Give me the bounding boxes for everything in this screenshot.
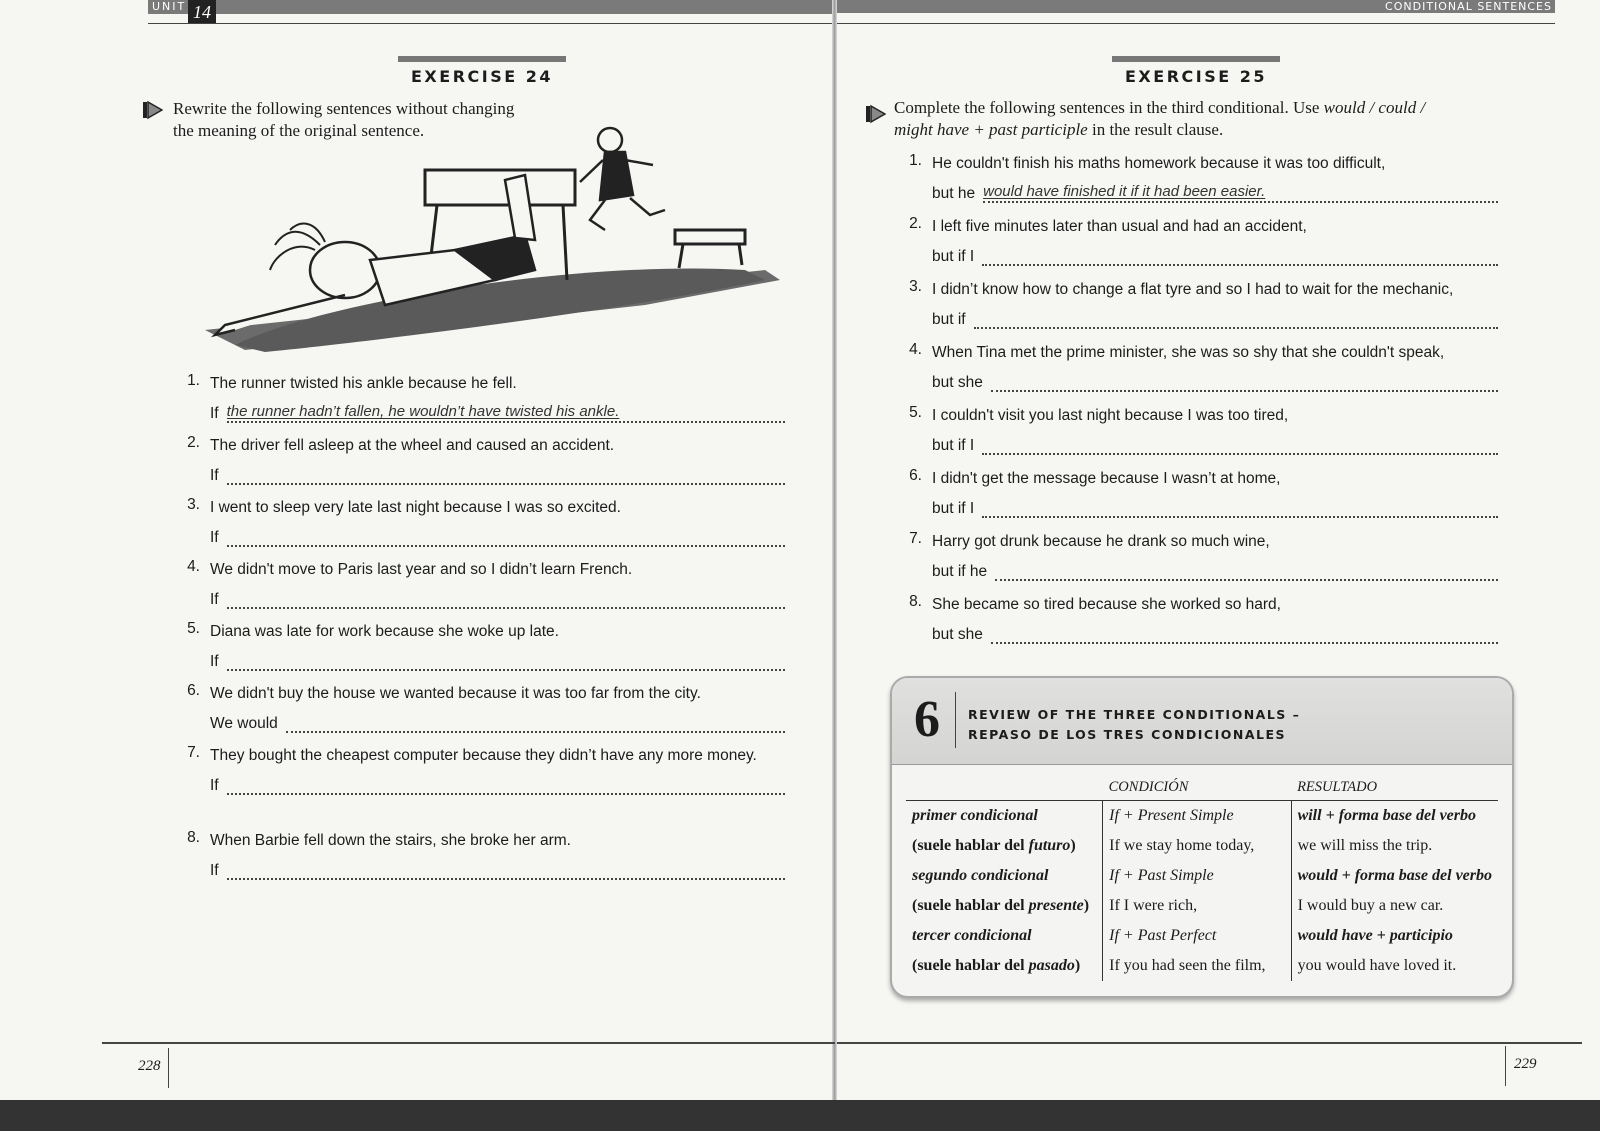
table-header-row xyxy=(906,774,1498,801)
table-cell: tercer condicional xyxy=(912,927,1032,944)
table-row xyxy=(906,861,1498,891)
table-header-resultado: RESULTADO xyxy=(1291,774,1498,801)
item-question: The driver fell asleep at the wheel and caused an accident. xyxy=(210,437,615,454)
table-cell: primer condicional xyxy=(912,807,1038,824)
header-rule-right xyxy=(837,23,1555,24)
table-cell: segundo condicional xyxy=(912,867,1049,884)
item-number: 2. xyxy=(909,215,922,232)
item-question: Diana was late for work because she woke up late. xyxy=(210,623,559,640)
instruction-line-2: the meaning of the original sentence. xyxy=(173,121,425,140)
review-title-line-1: REVIEW OF THE THREE CONDITIONALS – xyxy=(968,707,1301,722)
instruction-arrow-icon xyxy=(866,104,886,124)
exercise-25-item xyxy=(902,152,1498,215)
table-cell: would have + participio xyxy=(1291,921,1498,951)
table-cell: If I were rich, xyxy=(1103,891,1291,921)
answer-field[interactable] xyxy=(982,498,1498,518)
item-number: 1. xyxy=(187,372,200,389)
item-number: 5. xyxy=(187,620,200,637)
item-number: 3. xyxy=(909,278,922,295)
exercise-25-item xyxy=(902,530,1498,593)
answer-field[interactable] xyxy=(227,465,785,485)
exercise-25-item xyxy=(902,278,1498,341)
item-number: 6. xyxy=(909,467,922,484)
answer-lead: If xyxy=(210,467,219,484)
item-question: I went to sleep very late last night because I was so excited. xyxy=(210,499,621,516)
table-header-condicion: CONDICIÓN xyxy=(1103,774,1291,801)
exercise-24-title: EXERCISE 24 xyxy=(398,56,566,86)
header-rule-left xyxy=(148,23,836,24)
exercise-24-item xyxy=(180,829,785,891)
page-gutter xyxy=(832,0,837,1100)
exercise-25-instruction xyxy=(894,97,1514,141)
exercise-25-items xyxy=(902,152,1498,656)
instruction-emphasis: might have + past participle xyxy=(894,120,1088,139)
item-number: 4. xyxy=(187,558,200,575)
exercise-25-item xyxy=(902,341,1498,404)
unit-header-bar xyxy=(148,0,836,14)
review-number: 6 xyxy=(914,691,940,748)
instruction-emphasis: would / could / xyxy=(1323,98,1426,117)
exercise-24-item xyxy=(180,558,785,620)
table-cell: you would have loved it. xyxy=(1291,951,1498,981)
review-title-line-2: REPASO DE LOS TRES CONDICIONALES xyxy=(968,727,1287,742)
item-number: 3. xyxy=(187,496,200,513)
answer-field[interactable] xyxy=(227,651,785,671)
answer-field[interactable] xyxy=(991,372,1498,392)
exercise-25-item xyxy=(902,404,1498,467)
table-cell: If + Present Simple xyxy=(1103,801,1291,832)
footer-rule-left xyxy=(102,1042,835,1044)
instruction-arrow-icon xyxy=(143,100,163,120)
exercise-24-items xyxy=(180,372,785,891)
answer-lead: If xyxy=(210,777,219,794)
answer-lead: but she xyxy=(932,626,983,643)
page-number-right: 229 xyxy=(1514,1056,1537,1072)
answer-lead: If xyxy=(210,405,219,422)
answer-field[interactable] xyxy=(227,527,785,547)
item-number: 2. xyxy=(187,434,200,451)
item-question: We didn't move to Paris last year and so I didn’t learn French. xyxy=(210,561,633,578)
item-number: 4. xyxy=(909,341,922,358)
answer-lead: but if xyxy=(932,311,966,328)
table-row xyxy=(906,891,1498,921)
answer-field[interactable] xyxy=(227,589,785,609)
answer-lead: but if I xyxy=(932,437,975,454)
conditionals-table xyxy=(906,774,1498,981)
item-number: 5. xyxy=(909,404,922,421)
answer-field[interactable] xyxy=(286,713,785,733)
answer-lead: but if he xyxy=(932,563,988,580)
exercise-25-item xyxy=(902,593,1498,656)
item-number: 8. xyxy=(187,829,200,846)
exercise-24-item xyxy=(180,434,785,496)
instruction-text: Complete the following sentences in the third conditional. Use xyxy=(894,98,1324,117)
page-number-bar-left xyxy=(168,1048,169,1088)
answer-lead: If xyxy=(210,653,219,670)
answer-field[interactable]: would have finished it if it had been easier. xyxy=(983,183,1498,203)
review-box xyxy=(890,676,1514,998)
item-question: I couldn't visit you last night because I was too tired, xyxy=(932,407,1289,424)
instruction-text: in the result clause. xyxy=(1087,120,1224,139)
table-cell: If + Past Perfect xyxy=(1103,921,1291,951)
item-question: I left five minutes later than usual and had an accident, xyxy=(932,218,1307,235)
table-row xyxy=(906,921,1498,951)
footer-rule-right xyxy=(837,1042,1582,1044)
table-cell: If we stay home today, xyxy=(1103,831,1291,861)
exercise-25-item xyxy=(902,215,1498,278)
answer-lead: If xyxy=(210,529,219,546)
item-question: When Barbie fell down the stairs, she broke her arm. xyxy=(210,832,571,849)
answer-field[interactable] xyxy=(982,246,1498,266)
exercise-24-item xyxy=(180,744,785,829)
table-row xyxy=(906,951,1498,981)
table-row xyxy=(906,801,1498,832)
item-question: We didn't buy the house we wanted because it was too far from the city. xyxy=(210,685,701,702)
review-divider xyxy=(955,692,956,748)
answer-lead: We would xyxy=(210,715,278,732)
fallen-runner-illustration xyxy=(205,120,795,365)
answer-lead: but he xyxy=(932,185,976,202)
table-cell: we will miss the trip. xyxy=(1291,831,1498,861)
exercise-24-item xyxy=(180,682,785,744)
exercise-24-item xyxy=(180,496,785,558)
answer-lead: If xyxy=(210,862,219,879)
table-cell: would + forma base del verbo xyxy=(1291,861,1498,891)
item-question: She became so tired because she worked so hard, xyxy=(932,596,1281,613)
table-cell: If + Past Simple xyxy=(1103,861,1291,891)
exercise-24-item xyxy=(180,620,785,682)
answer-lead: but if I xyxy=(932,500,975,517)
table-cell: (suele hablar del pasado) xyxy=(912,957,1081,974)
answer-field[interactable] xyxy=(227,775,785,795)
answer-field[interactable] xyxy=(991,624,1498,644)
answer-field[interactable]: the runner hadn’t fallen, he wouldn’t have twisted his ankle. xyxy=(227,403,785,423)
exercise-25-title: EXERCISE 25 xyxy=(1112,56,1280,86)
exercise-24-item xyxy=(180,372,785,434)
review-header xyxy=(892,678,1512,765)
table-cell: (suele hablar del presente) xyxy=(912,897,1090,914)
answer-field[interactable] xyxy=(995,561,1498,581)
item-question: When Tina met the prime minister, she was so shy that she couldn't speak, xyxy=(932,344,1445,361)
item-number: 6. xyxy=(187,682,200,699)
answer-field[interactable] xyxy=(227,860,785,880)
item-number: 8. xyxy=(909,593,922,610)
item-number: 7. xyxy=(187,744,200,761)
item-number: 7. xyxy=(909,530,922,547)
item-question: Harry got drunk because he drank so much wine, xyxy=(932,533,1270,550)
item-question: The runner twisted his ankle because he fell. xyxy=(210,375,517,392)
answer-field[interactable] xyxy=(982,435,1498,455)
page-number-left: 228 xyxy=(138,1058,161,1074)
item-question: I didn’t know how to change a flat tyre and so I had to wait for the mechanic, xyxy=(932,281,1454,298)
table-cell: If you had seen the film, xyxy=(1103,951,1291,981)
unit-label: UNIT xyxy=(152,0,187,13)
page-number-bar-right xyxy=(1505,1046,1506,1086)
chapter-title: CONDITIONAL SENTENCES xyxy=(1385,0,1552,13)
instruction-line-1: Rewrite the following sentences without changing xyxy=(173,99,515,118)
table-cell: will + forma base del verbo xyxy=(1291,801,1498,832)
answer-field[interactable] xyxy=(974,309,1498,329)
table-cell: I would buy a new car. xyxy=(1291,891,1498,921)
answer-lead: but if I xyxy=(932,248,975,265)
review-title xyxy=(968,705,1300,745)
exercise-25-item xyxy=(902,467,1498,530)
item-number: 1. xyxy=(909,152,922,169)
unit-number: 14 xyxy=(188,0,216,24)
item-question: I didn't get the message because I wasn’t at home, xyxy=(932,470,1281,487)
answer-lead: but she xyxy=(932,374,983,391)
item-question: They bought the cheapest computer because they didn’t have any more money. xyxy=(210,747,757,764)
table-header-empty xyxy=(906,774,1103,801)
table-row xyxy=(906,831,1498,861)
table-cell: (suele hablar del futuro) xyxy=(912,837,1076,854)
item-question: He couldn't finish his maths homework because it was too difficult, xyxy=(932,155,1386,172)
answer-lead: If xyxy=(210,591,219,608)
scanner-background xyxy=(0,1100,1600,1131)
